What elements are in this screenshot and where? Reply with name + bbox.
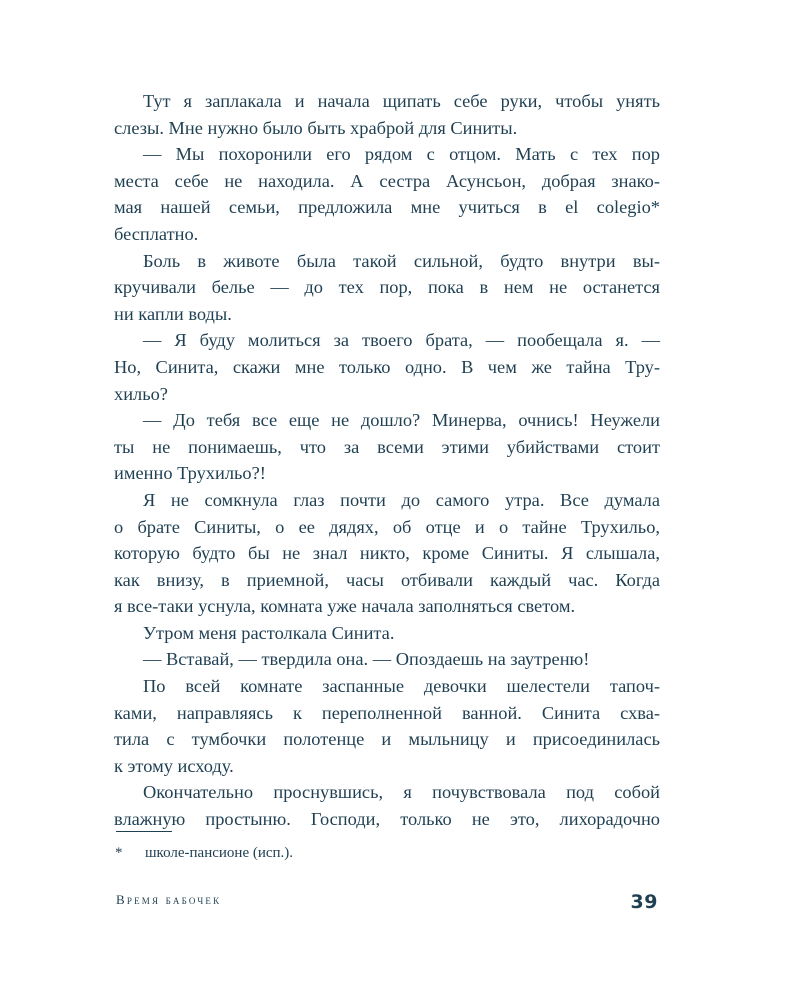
- body-text: [114, 88, 660, 833]
- text-line: хильо?: [114, 383, 168, 404]
- text-line: По всей комнате заспанные девочки шелестели тапоч-: [143, 676, 660, 697]
- text-line: ни капли воды.: [114, 303, 232, 324]
- text-line: — До тебя все еще не дошло? Минерва, очнись! Неужели: [143, 410, 660, 431]
- text-line: Боль в животе была такой сильной, будто внутри вы-: [143, 250, 660, 271]
- text-line: которую будто бы не знал никто, кроме Синиты. Я слышала,: [114, 543, 660, 564]
- footnote-separator: [116, 831, 172, 832]
- text-line: мая нашей семьи, предложила мне учиться в el colegio*: [114, 197, 660, 218]
- text-line: Но, Синита, скажи мне только одно. В чем же тайна Тру-: [114, 356, 660, 377]
- text-line: как внизу, в приемной, часы отбивали каждый час. Когда: [114, 569, 660, 590]
- text-line: — Я буду молиться за твоего брата, — пообещала я. —: [143, 330, 660, 351]
- text-line: именно Трухильо?!: [114, 463, 266, 484]
- text-line: Утром меня растолкала Синита.: [143, 622, 395, 643]
- footnote: [115, 843, 293, 863]
- footnote-mark: *: [115, 845, 123, 861]
- text-line: Тут я заплакала и начала щипать себе руки, чтобы унять: [143, 91, 660, 111]
- text-line: — Вставай, — твердила она. — Опоздаешь на заутреню!: [143, 649, 590, 670]
- text-line: — Мы похоронили его рядом с отцом. Мать с тех пор: [143, 144, 660, 165]
- text-line: к этому исходу.: [114, 755, 234, 776]
- text-line: кручивали белье — до тех пор, пока в нем не останется: [114, 277, 660, 298]
- text-line: о брате Синиты, о ее дядях, об отце и о тайне Трухильо,: [114, 516, 660, 537]
- text-line: влажную простыню. Господи, только не это, лихорадочно: [114, 809, 660, 830]
- text-line: Я не сомкнула глаз почти до самого утра. Все думала: [143, 489, 660, 510]
- text-line: ками, направляясь к переполненной ванной. Синита схва-: [114, 702, 660, 723]
- text-line: бесплатно.: [114, 223, 199, 244]
- running-title: Время бабочек: [116, 892, 222, 907]
- footnote-text: школе-пансионе (исп.).: [145, 845, 294, 861]
- text-line: Окончательно проснувшись, я почувствовала под собой: [143, 782, 660, 803]
- text-line: тила с тумбочки полотенце и мыльницу и присоединилась: [114, 729, 660, 750]
- text-line: я все-таки уснула, комната уже начала заполняться светом.: [114, 596, 576, 617]
- text-line: ты не понимаешь, что за всеми этими убийствами стоит: [114, 436, 660, 457]
- page-number: 39: [630, 891, 658, 913]
- text-line: места себе не находила. А сестра Асунсьон, добрая знако-: [114, 170, 660, 191]
- text-line: слезы. Мне нужно было быть храброй для Синиты.: [114, 117, 518, 138]
